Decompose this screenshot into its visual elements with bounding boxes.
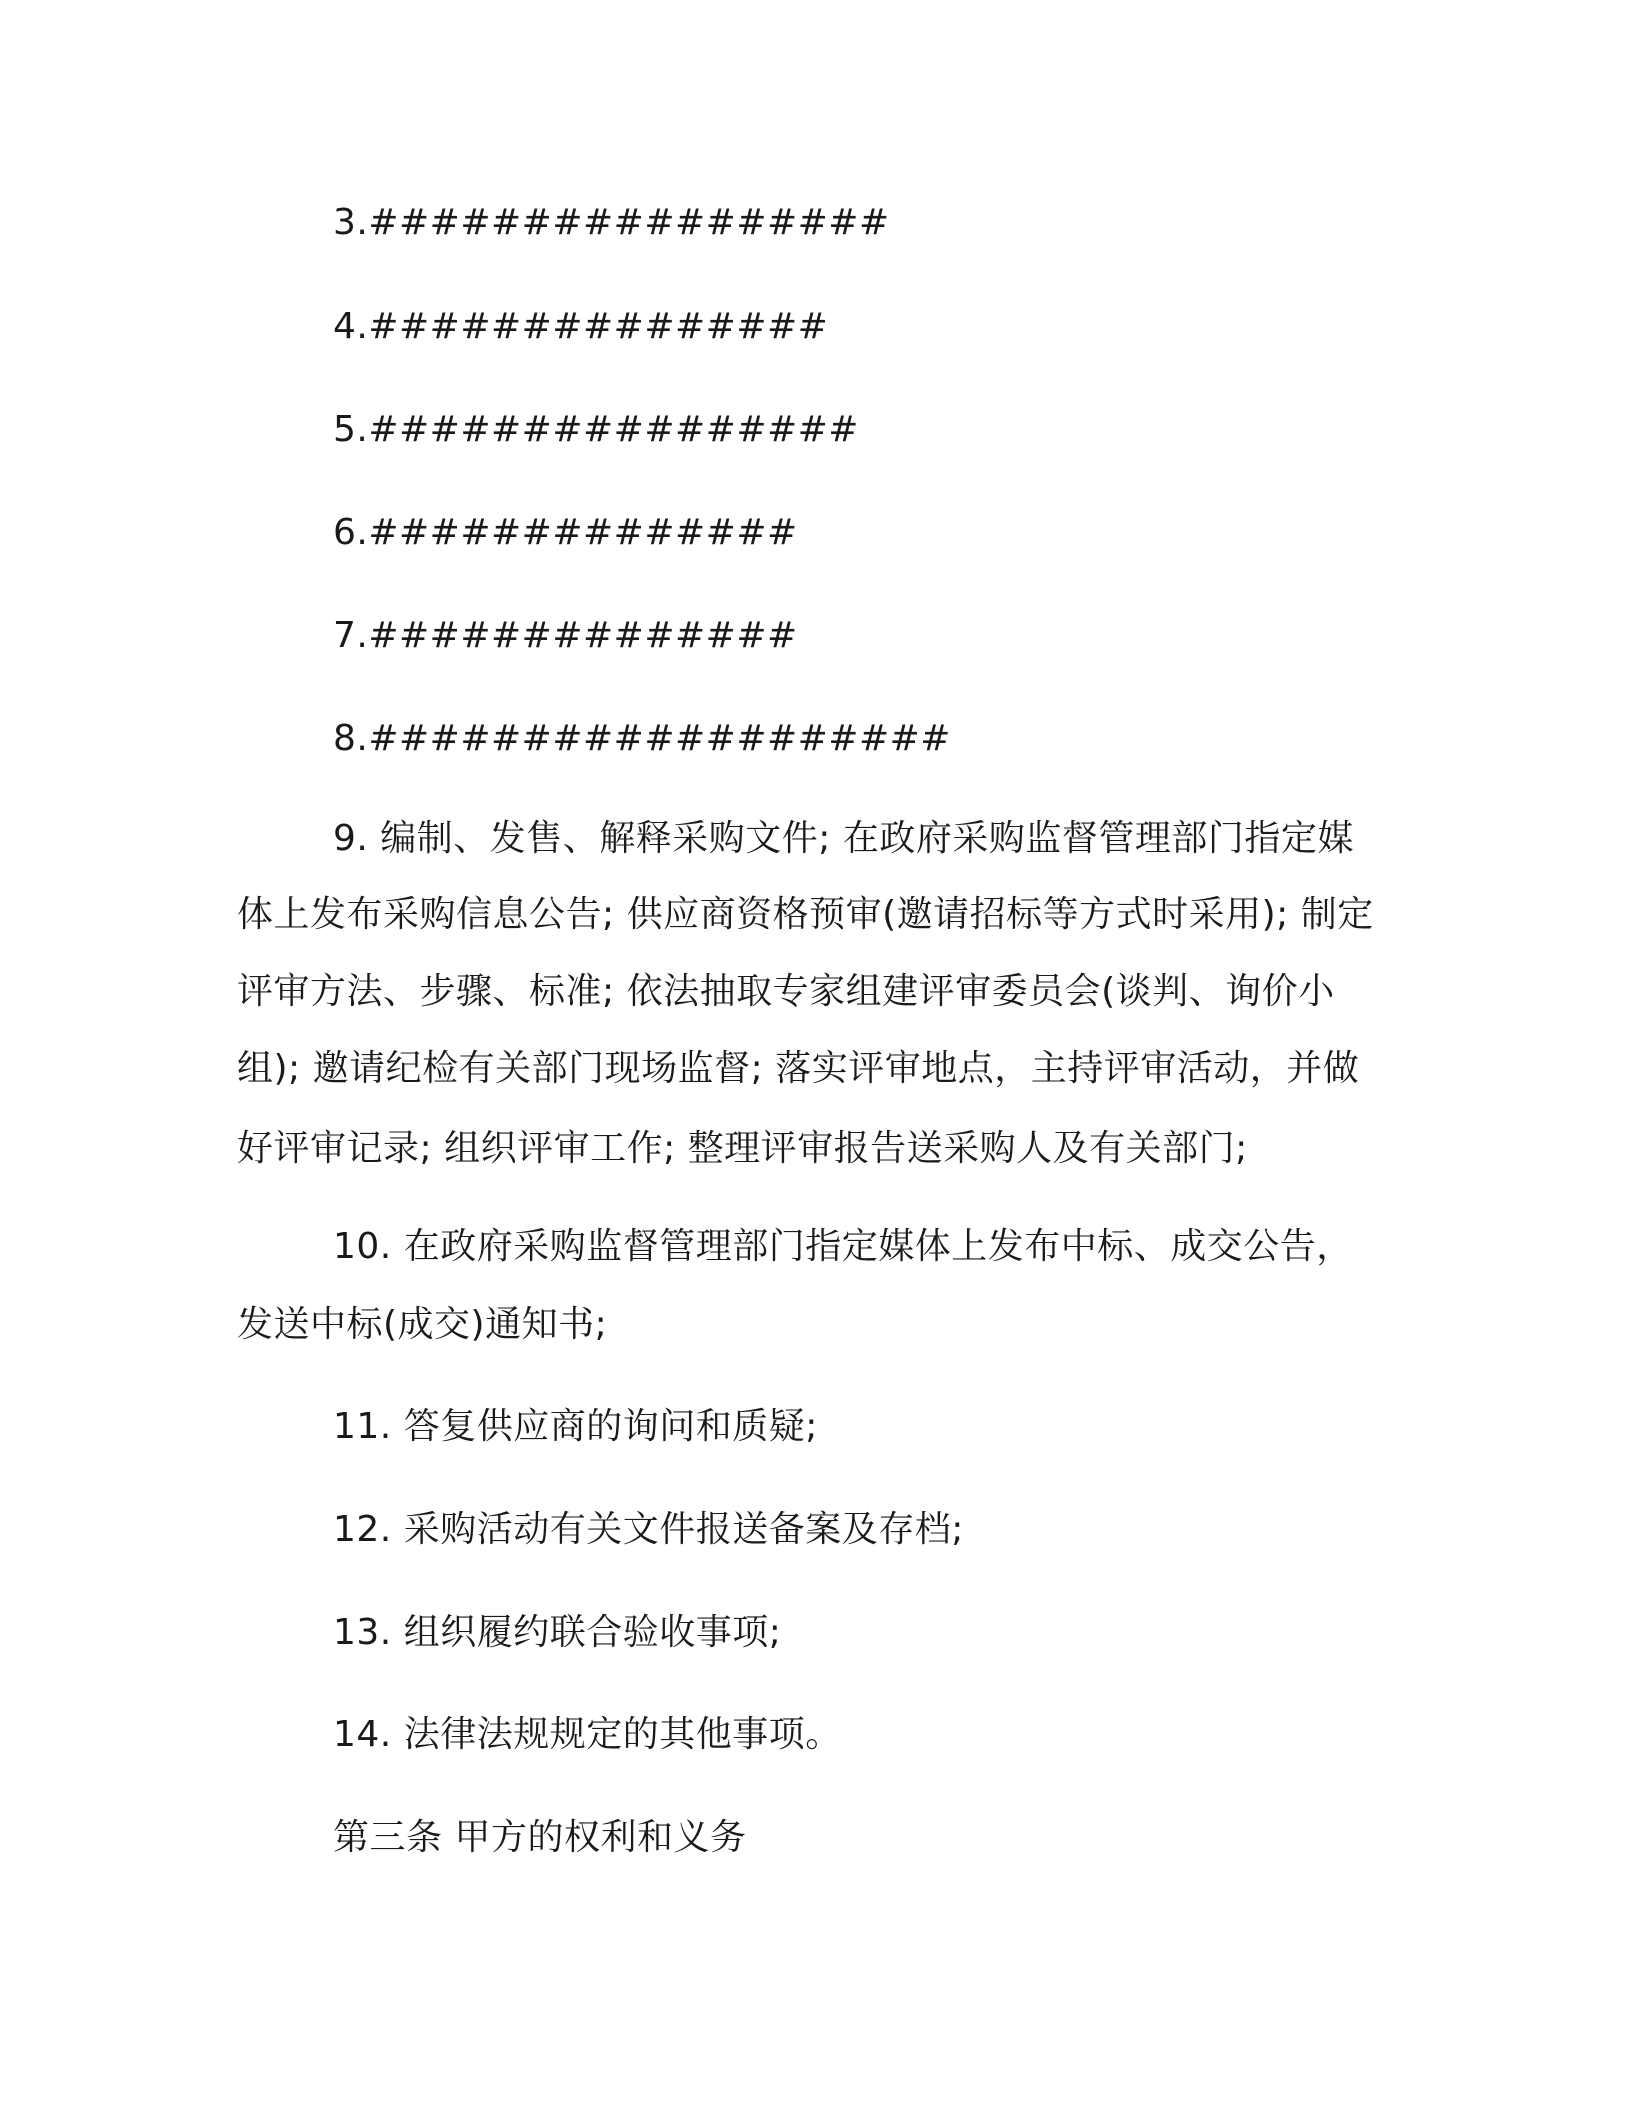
article-heading: 第三条 甲方的权利和义务 — [333, 1817, 747, 1858]
paragraph-line: 评审方法、步骤、标准; 依法抽取专家组建评审委员会(谈判、询价小 — [237, 971, 1335, 1012]
list-item-3: 3.################# — [333, 202, 890, 243]
paragraph-line: 组); 邀请纪检有关部门现场监督; 落实评审地点，主持评审活动，并做 — [237, 1048, 1360, 1089]
list-item-4: 4.############### — [333, 306, 829, 347]
list-item-5: 5.################ — [333, 409, 859, 450]
paragraph-line: 好评审记录; 组织评审工作; 整理评审报告送采购人及有关部门; — [237, 1128, 1248, 1169]
list-item-11: 11. 答复供应商的询问和质疑; — [333, 1406, 818, 1447]
list-item-14: 14. 法律法规规定的其他事项。 — [333, 1714, 842, 1755]
paragraph-line: 体上发布采购信息公告; 供应商资格预审(邀请招标等方式时采用); 制定 — [237, 894, 1374, 935]
list-item-8: 8.################### — [333, 718, 951, 759]
list-item-7: 7.############## — [333, 615, 798, 656]
list-item-12: 12. 采购活动有关文件报送备案及存档; — [333, 1509, 964, 1550]
paragraph-line: 10. 在政府采购监督管理部门指定媒体上发布中标、成交公告， — [333, 1226, 1353, 1267]
paragraph-line: 9. 编制、发售、解释采购文件; 在政府采购监督管理部门指定媒 — [333, 818, 1354, 859]
list-item-6: 6.############## — [333, 512, 798, 553]
paragraph-line: 发送中标(成交)通知书; — [237, 1304, 608, 1345]
list-item-13: 13. 组织履约联合验收事项; — [333, 1612, 782, 1653]
